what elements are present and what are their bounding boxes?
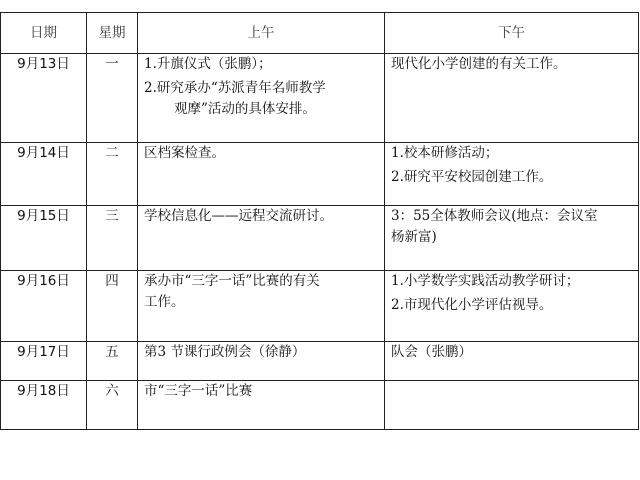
weekday-cell: 四: [87, 271, 138, 342]
weekday-cell: 六: [87, 381, 138, 430]
morning-item: 承办市“三字一话”比赛的有关: [144, 273, 320, 289]
weekly-schedule-table: [0, 12, 639, 430]
morning-item: 2.研究承办“苏派青年名师教学: [144, 80, 326, 96]
morning-cell: [138, 54, 385, 143]
morning-item: 工作。: [144, 294, 185, 310]
weekday-cell: 二: [87, 143, 138, 206]
date-cell: 9月13日: [1, 54, 87, 143]
afternoon-cell: [385, 381, 639, 430]
date-cell: 9月15日: [1, 206, 87, 271]
morning-item: 市“三字一话”比赛: [144, 383, 253, 399]
afternoon-item: 现代化小学创建的有关工作。: [391, 56, 567, 72]
afternoon-item: 杨新富): [391, 229, 437, 245]
table-row: [1, 206, 639, 271]
afternoon-item: 2.研究平安校园创建工作。: [391, 169, 553, 185]
morning-item: 学校信息化——远程交流研讨。: [144, 208, 333, 224]
morning-item: 第3 节课行政例会（徐静）: [144, 344, 306, 360]
date-cell: 9月16日: [1, 271, 87, 342]
weekday-cell: 一: [87, 54, 138, 143]
morning-item: 1.升旗仪式（张鹏）；: [144, 56, 272, 72]
header-row: [1, 13, 639, 54]
table-row: [1, 381, 639, 430]
header-morning: 上午: [138, 13, 385, 54]
afternoon-item: 队会（张鹏）: [391, 344, 472, 360]
table-row: [1, 342, 639, 381]
afternoon-cell: [385, 271, 639, 342]
afternoon-item: 1.校本研修活动；: [391, 145, 499, 161]
afternoon-cell: [385, 206, 639, 271]
morning-item: 区档案检查。: [144, 145, 225, 161]
morning-cell: [138, 342, 385, 381]
morning-item: 观摩”活动的具体安排。: [174, 101, 316, 117]
date-cell: 9月14日: [1, 143, 87, 206]
afternoon-cell: [385, 342, 639, 381]
morning-cell: [138, 271, 385, 342]
weekday-cell: 三: [87, 206, 138, 271]
table-row: [1, 54, 639, 143]
afternoon-cell: [385, 143, 639, 206]
date-cell: 9月18日: [1, 381, 87, 430]
morning-cell: [138, 206, 385, 271]
date-cell: 9月17日: [1, 342, 87, 381]
afternoon-cell: [385, 54, 639, 143]
afternoon-item: 1.小学数学实践活动教学研讨；: [391, 273, 580, 289]
weekday-cell: 五: [87, 342, 138, 381]
header-weekday: 星期: [87, 13, 138, 54]
afternoon-item: 3：55全体教师会议(地点：会议室: [391, 208, 598, 224]
afternoon-item: 2.市现代化小学评估视导。: [391, 297, 553, 313]
morning-cell: [138, 143, 385, 206]
header-afternoon: 下午: [385, 13, 639, 54]
morning-cell: [138, 381, 385, 430]
table-row: [1, 271, 639, 342]
header-date: 日期: [1, 13, 87, 54]
table-row: [1, 143, 639, 206]
